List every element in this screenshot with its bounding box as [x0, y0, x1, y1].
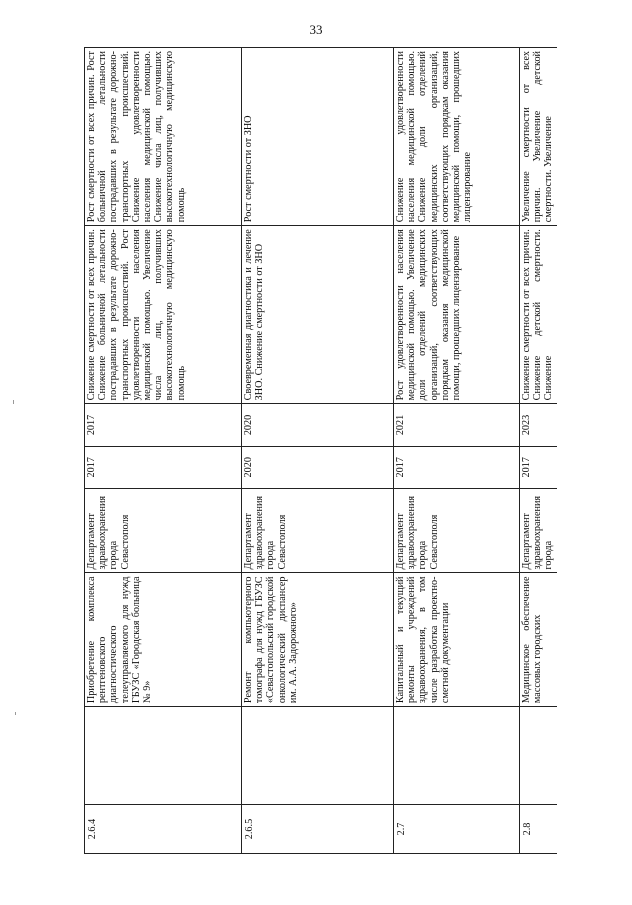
table-row [242, 48, 394, 854]
program-table [84, 47, 557, 854]
cell-activity: Медицинское обеспечение массовых городских [520, 573, 558, 707]
cell-executor: Департамент здравоохранения города Севастополя [85, 488, 242, 573]
scan-mark [15, 712, 16, 715]
cell-executor: Департамент здравоохранения города Севастополя [242, 488, 394, 573]
page-number: 33 [309, 22, 323, 37]
cell-end-year: 2020 [242, 404, 394, 446]
cell-end-year: 2017 [85, 404, 242, 446]
cell-end-year: 2021 [394, 404, 520, 446]
cell-blank [520, 707, 558, 805]
cell-consequence: Снижение удовлетворенности населения медицинской помощью. Снижение доли отделений медицинских организаций, соответствующих порядкам оказания медицинской помощи, прошедших лицензирование [394, 48, 520, 226]
cell-blank [85, 707, 242, 805]
cell-number: 2.6.5 [242, 805, 394, 854]
cell-activity: Приобретение комплекса рентгеновского диагностического телеуправляемого для нужд ГБУЗС «Городская больница № 9» [85, 573, 242, 707]
cell-expected-result: Своевременная диагностика и лечение ЗНО. Снижение смертности от ЗНО [242, 226, 394, 404]
table-row [85, 48, 242, 854]
cell-expected-result: Снижение смертности от всех причин. Снижение больничной летальности пострадавших в результате дорожно-транспортных происшествий. Рост удовлетворенности населения медицинской помощью. Увеличение числа лиц, получивших высокотехнологичную медицинскую помощь [85, 226, 242, 404]
cell-start-year: 2017 [394, 446, 520, 488]
cell-executor: Департамент здравоохранения города Севастополя [394, 488, 520, 573]
cell-start-year: 2017 [85, 446, 242, 488]
cell-consequence: Рост смертности от ЗНО [242, 48, 394, 226]
table-row [520, 48, 558, 854]
cell-executor: Департамент здравоохранения города [520, 488, 558, 573]
cell-expected-result: Рост удовлетворенности населения медицинской помощью. Увеличение доли отделений медицинских организаций, соответствующих порядкам оказания медицинской помощи, прошедших лицензирование [394, 226, 520, 404]
cell-activity: Ремонт компьютерного томографа для нужд ГБУЗС «Севастопольский городской онкологический диспансер им. А.А. Задорожного» [242, 573, 394, 707]
cell-blank [242, 707, 394, 805]
cell-number: 2.6.4 [85, 805, 242, 854]
table-container [84, 47, 557, 854]
cell-blank [394, 707, 520, 805]
cell-start-year: 2017 [520, 446, 558, 488]
cell-consequence: Рост смертности от всех причин. Рост больничной летальности пострадавших в результате дорожно-транспортных происшествий. Снижение удовлетворенности населения медицинской помощью. Снижение числа лиц, получивших высокотехнологичную медицинскую помощь [85, 48, 242, 226]
cell-consequence: Увеличение смертности от всех причин. Увеличение детской смертности. Увеличение [520, 48, 558, 226]
cell-start-year: 2020 [242, 446, 394, 488]
cell-activity: Капитальный и текущий ремонты учреждений здравоохранения, в том числе разработка проектно-сметной документации [394, 573, 520, 707]
table-row [394, 48, 520, 854]
scan-mark [13, 400, 14, 404]
cell-number: 2.8 [520, 805, 558, 854]
cell-expected-result: Снижение смертности от всех причин. Снижение детской смертности. Снижение [520, 226, 558, 404]
cell-end-year: 2023 [520, 404, 558, 446]
cell-number: 2.7 [394, 805, 520, 854]
